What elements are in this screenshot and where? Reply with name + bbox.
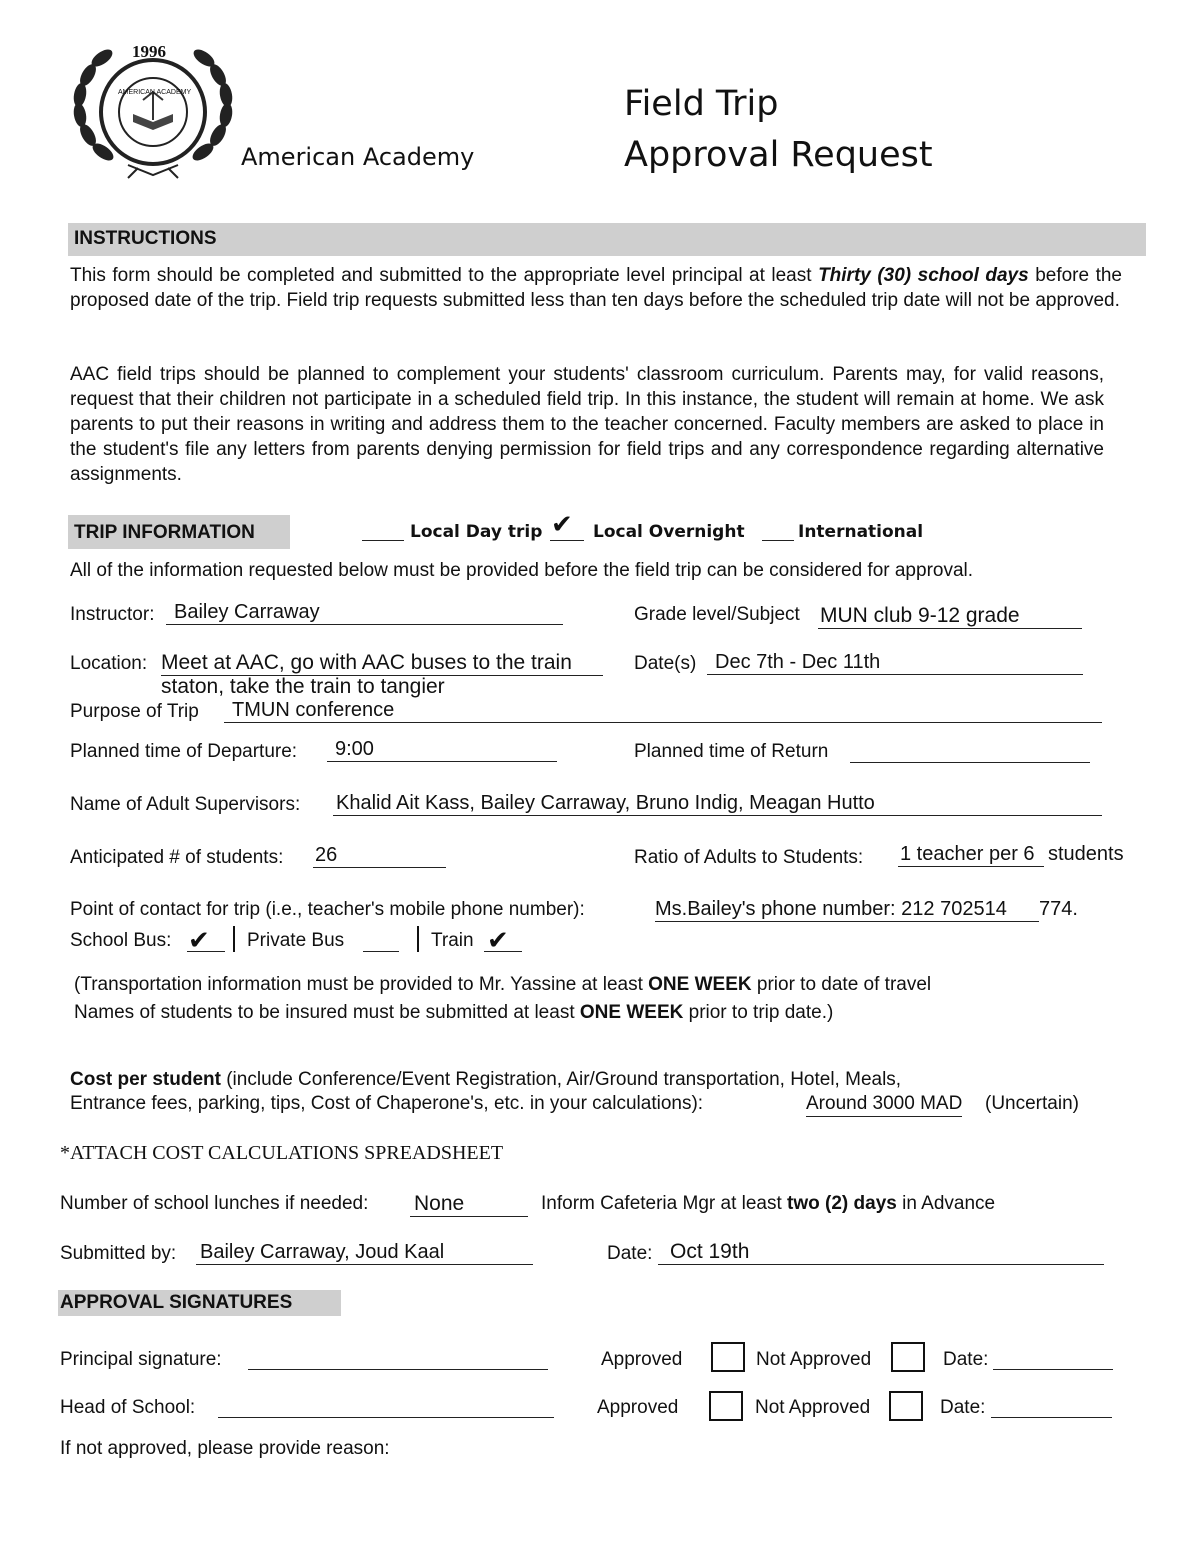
students-label: Anticipated # of students: (70, 847, 284, 868)
cost-text-1: (include Conference/Event Registration, Air/Ground transportation, Hotel, Meals, (226, 1069, 902, 1090)
lunches-label: Number of school lunches if needed: (60, 1193, 369, 1214)
transport-note-1-bold: ONE WEEK (648, 974, 752, 995)
lunches-field[interactable]: None (410, 1192, 528, 1217)
private-bus-label: Private Bus (247, 930, 345, 951)
head-not-approved-checkbox[interactable] (889, 1391, 923, 1421)
ratio-label: Ratio of Adults to Students: (634, 847, 864, 868)
supervisors-field[interactable]: Khalid Ait Kass, Bailey Carraway, Bruno Indig, Meagan Hutto (333, 791, 1102, 816)
transport-note-2-bold: ONE WEEK (579, 1002, 684, 1023)
trip-info-notice: All of the information requested below must be provided before the field trip can be considered for approval. (70, 560, 974, 581)
approval-heading: APPROVAL SIGNATURES (58, 1290, 341, 1316)
transport-note-2a: Names of students to be insured must be submitted at least (74, 1002, 575, 1023)
train-label: Train (431, 930, 474, 951)
head-label: Head of School: (60, 1397, 196, 1418)
return-field[interactable] (850, 738, 1090, 763)
contact-label: Point of contact for trip (i.e., teacher's mobile phone number): (70, 899, 585, 920)
transport-note-1a: (Transportation information must be provided to Mr. Yassine at least (74, 974, 643, 995)
reason-label: If not approved, please provide reason: (60, 1438, 390, 1459)
head-approved-label: Approved (597, 1397, 679, 1418)
submitted-date-field[interactable]: Oct 19th (658, 1240, 1104, 1265)
cost-label: Cost per student (70, 1069, 221, 1090)
school-bus-blank[interactable] (187, 951, 225, 952)
return-label: Planned time of Return (634, 741, 829, 762)
school-bus-label: School Bus: (70, 930, 172, 951)
instructor-label: Instructor: (70, 604, 155, 625)
seal-text: AMERICAN ACADEMY (118, 89, 192, 96)
international-blank[interactable] (762, 540, 794, 541)
principal-date-label: Date: (943, 1349, 989, 1370)
form-title-line1: Field Trip (624, 84, 779, 124)
instructions-p1-a: This form should be completed and submitted to the appropriate level principal at least (70, 265, 812, 286)
purpose-field[interactable]: TMUN conference (224, 698, 1102, 723)
ratio-field[interactable]: 1 teacher per 6 (898, 842, 1044, 867)
head-date-label: Date: (940, 1397, 986, 1418)
cafeteria-note (541, 1192, 995, 1216)
instructions-paragraph-1 (70, 263, 1122, 313)
cafeteria-a: Inform Cafeteria Mgr at least (541, 1193, 782, 1214)
supervisors-label: Name of Adult Supervisors: (70, 794, 301, 815)
transport-note-line1 (74, 973, 931, 997)
instructions-p1-bold: Thirty (30) school days (818, 265, 1029, 286)
location-field-line2[interactable]: staton, take the train to tangier (161, 675, 445, 698)
dates-field[interactable]: Dec 7th - Dec 11th (707, 650, 1083, 675)
form-title-line2: Approval Request (624, 135, 933, 175)
principal-signature-field[interactable] (248, 1369, 548, 1370)
departure-field[interactable]: 9:00 (327, 737, 557, 762)
instructions-p1-b: before the proposed date of the trip. Field trip requests submitted less than ten days before the scheduled trip date will not be approved. (70, 265, 1122, 311)
principal-label: Principal signature: (60, 1349, 222, 1370)
students-field[interactable]: 26 (313, 843, 446, 868)
instructions-heading: INSTRUCTIONS (68, 223, 1146, 256)
contact-field[interactable]: Ms.Bailey's phone number: 212 702514 (655, 897, 1039, 922)
principal-not-approved-checkbox[interactable] (891, 1342, 925, 1372)
purpose-label: Purpose of Trip (70, 701, 199, 722)
train-blank[interactable] (484, 951, 522, 952)
local-overnight-label: Local Overnight (593, 522, 745, 542)
private-bus-blank[interactable] (363, 951, 399, 952)
check-icon: ✔ (487, 926, 509, 956)
cost-text-2: Entrance fees, parking, tips, Cost of Chaperone's, etc. in your calculations): (70, 1093, 704, 1114)
transport-note-2b: prior to trip date.) (688, 1002, 834, 1023)
grade-label: Grade level/Subject (634, 604, 800, 625)
principal-not-approved-label: Not Approved (756, 1349, 872, 1370)
submitted-label: Submitted by: (60, 1243, 177, 1264)
head-approved-checkbox[interactable] (709, 1391, 743, 1421)
seal-year: 1996 (132, 42, 166, 61)
attach-note: *ATTACH COST CALCULATIONS SPREADSHEET (60, 1142, 504, 1164)
submitted-date-label: Date: (607, 1243, 653, 1264)
international-label: International (798, 522, 924, 542)
departure-label: Planned time of Departure: (70, 741, 298, 762)
transport-note-1b: prior to date of travel (756, 974, 932, 995)
cost-line1 (70, 1068, 901, 1092)
location-label: Location: (70, 653, 148, 674)
school-name: American Academy (241, 143, 475, 171)
transport-note-line2 (74, 1001, 833, 1025)
head-date-field[interactable] (991, 1417, 1112, 1418)
principal-approved-label: Approved (601, 1349, 683, 1370)
principal-approved-checkbox[interactable] (711, 1342, 745, 1372)
submitted-field[interactable]: Bailey Carraway, Joud Kaal (196, 1240, 533, 1265)
dates-label: Date(s) (634, 653, 697, 674)
check-icon: ✔ (551, 510, 573, 540)
cost-field[interactable]: Around 3000 MAD (806, 1092, 962, 1117)
principal-date-field[interactable] (993, 1369, 1113, 1370)
local-day-trip-label: Local Day trip (410, 522, 543, 542)
local-overnight-blank[interactable] (550, 540, 584, 541)
cafeteria-b: in Advance (902, 1193, 996, 1214)
cost-suffix: (Uncertain) (985, 1093, 1079, 1114)
ratio-suffix: students (1048, 843, 1124, 865)
check-icon: ✔ (188, 926, 210, 956)
cafeteria-bold: two (2) days (787, 1193, 897, 1214)
grade-field[interactable]: MUN club 9-12 grade (818, 604, 1082, 629)
head-not-approved-label: Not Approved (755, 1397, 871, 1418)
instructions-paragraph-2: AAC field trips should be planned to complement your students' classroom curriculum. Parents may, for valid reasons, request that their children not participate in a scheduled field trip. In this instance, the student will remain at home. We ask parents to put their reasons in writing and address them to the teacher concerned. Faculty members are asked to place in the student's file any letters from parents denying permission for field trips and any correspondence regarding alternative assignments. (70, 364, 1104, 485)
divider (417, 926, 419, 952)
divider (233, 926, 235, 952)
instructor-field[interactable]: Bailey Carraway (166, 600, 563, 625)
head-signature-field[interactable] (218, 1417, 554, 1418)
local-day-trip-blank[interactable] (362, 540, 404, 541)
trip-info-heading: TRIP INFORMATION (68, 515, 290, 549)
contact-suffix: 774. (1039, 898, 1078, 920)
location-field-line1[interactable]: Meet at AAC, go with AAC buses to the train (161, 651, 603, 676)
